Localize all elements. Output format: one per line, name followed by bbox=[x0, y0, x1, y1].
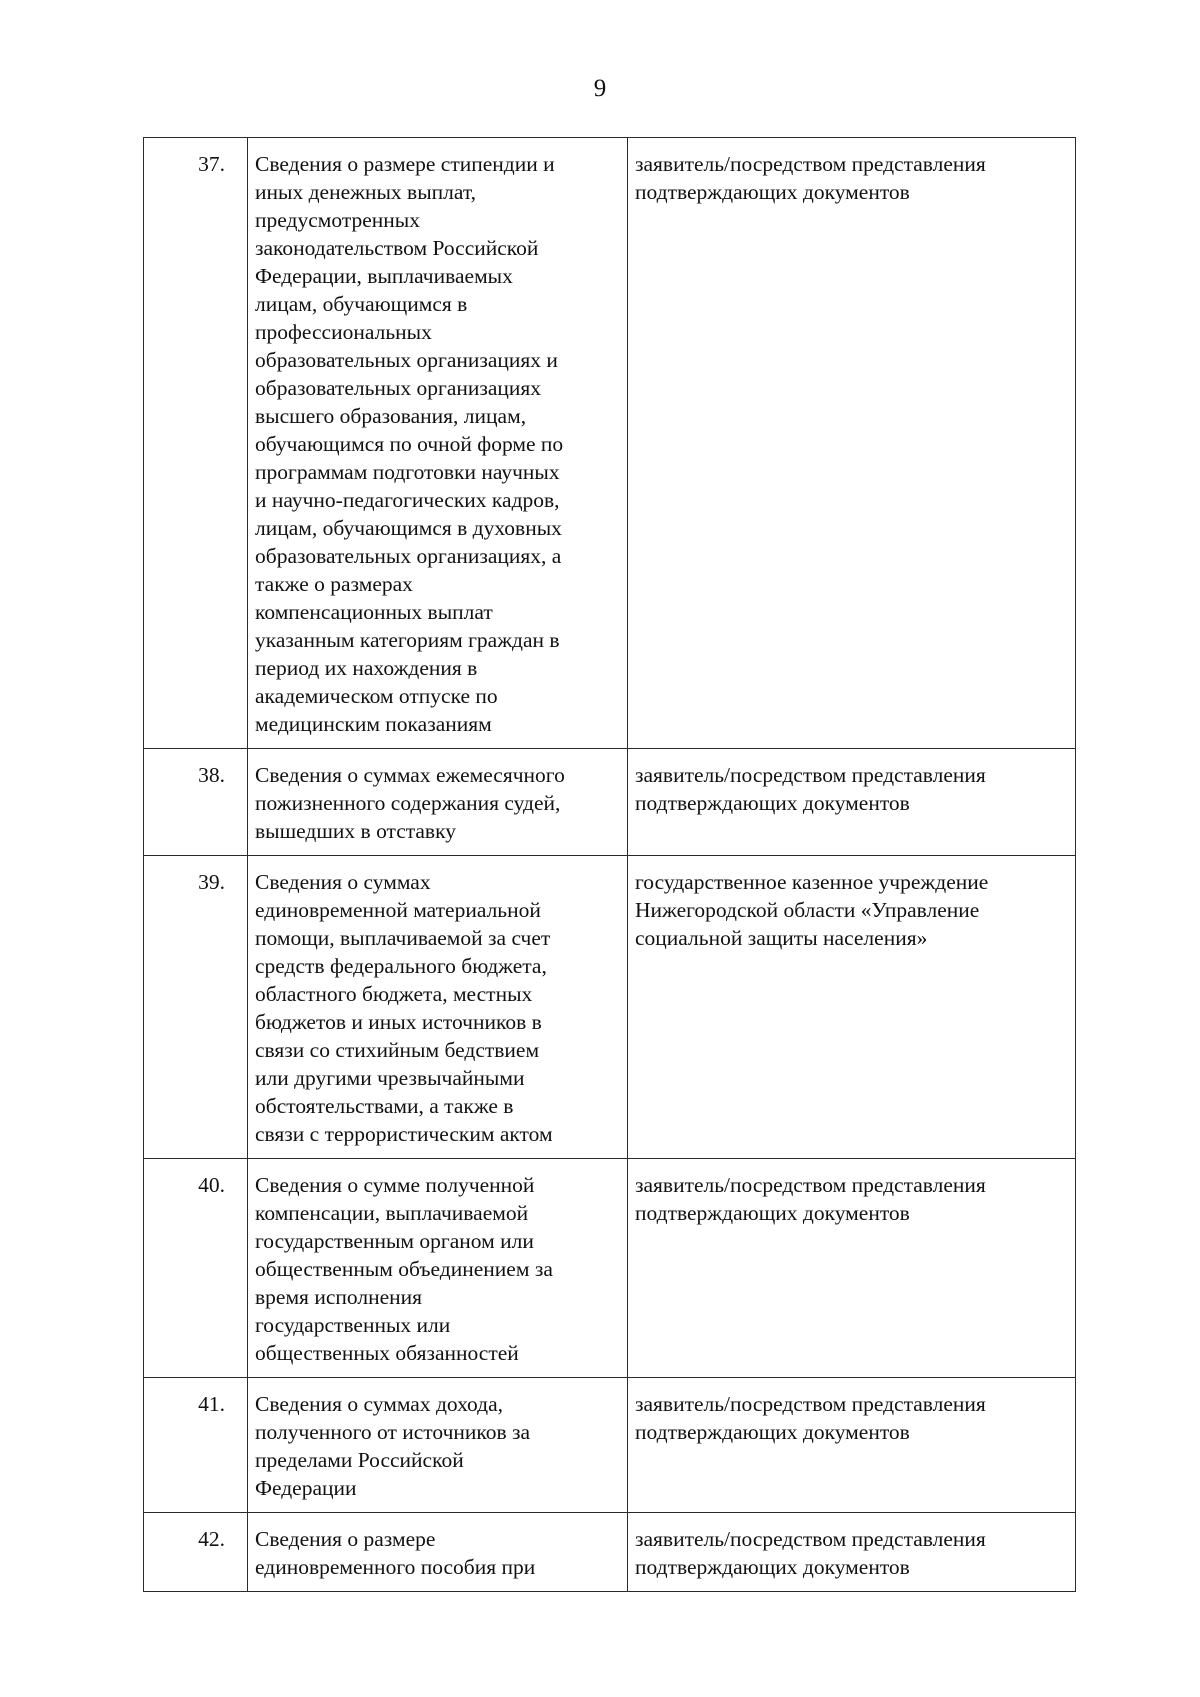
source-line: подтверждающих документов bbox=[635, 1420, 910, 1444]
description-line: время исполнения bbox=[255, 1285, 423, 1309]
table-row bbox=[144, 1159, 1076, 1378]
source-line: заявитель/посредством представления bbox=[635, 1527, 986, 1551]
description-line: профессиональных bbox=[255, 320, 432, 344]
description-line: вышедших в отставку bbox=[255, 819, 456, 843]
source-line: подтверждающих документов bbox=[635, 180, 910, 204]
table-row bbox=[144, 856, 1076, 1159]
description-line: компенсации, выплачиваемой bbox=[255, 1201, 529, 1225]
description-line: период их нахождения в bbox=[255, 656, 478, 680]
source-line: заявитель/посредством представления bbox=[635, 1392, 986, 1416]
source-cell bbox=[628, 1513, 1076, 1592]
description-line: указанным категориям граждан в bbox=[255, 628, 560, 652]
description-line: государственным органом или bbox=[255, 1229, 534, 1253]
description-line: общественных обязанностей bbox=[255, 1341, 519, 1365]
description-line: бюджетов и иных источников в bbox=[255, 1010, 542, 1034]
row-number-cell bbox=[144, 1513, 248, 1592]
source-line: социальной защиты населения» bbox=[635, 926, 928, 950]
description-cell bbox=[248, 1159, 628, 1378]
description-line: Сведения о размере bbox=[255, 1527, 436, 1551]
description-cell bbox=[248, 1378, 628, 1513]
description-line: пределами Российской bbox=[255, 1448, 464, 1472]
description-line: медицинским показаниям bbox=[255, 712, 492, 736]
description-line: Сведения о сумме полученной bbox=[255, 1173, 535, 1197]
row-number-cell bbox=[144, 749, 248, 856]
description-line: и научно-педагогических кадров, bbox=[255, 488, 560, 512]
description-line: связи со стихийным бедствием bbox=[255, 1038, 540, 1062]
description-line: образовательных организациях и bbox=[255, 348, 558, 372]
description-line: полученного от источников за bbox=[255, 1420, 531, 1444]
table-row bbox=[144, 1513, 1076, 1592]
description-line: средств федерального бюджета, bbox=[255, 954, 547, 978]
data-sources-table bbox=[143, 137, 1076, 1592]
row-number: 38. bbox=[198, 763, 225, 787]
description-line: программам подготовки научных bbox=[255, 460, 560, 484]
description-line: Сведения о суммах дохода, bbox=[255, 1392, 504, 1416]
description-line: единовременной материальной bbox=[255, 898, 541, 922]
description-line: государственных или bbox=[255, 1313, 451, 1337]
page-number: 9 bbox=[593, 75, 607, 102]
table-row bbox=[144, 749, 1076, 856]
description-cell bbox=[248, 749, 628, 856]
source-cell bbox=[628, 1378, 1076, 1513]
source-line: подтверждающих документов bbox=[635, 1555, 910, 1579]
row-number: 37. bbox=[198, 152, 225, 176]
description-line: иных денежных выплат, bbox=[255, 180, 477, 204]
description-line: пожизненного содержания судей, bbox=[255, 791, 561, 815]
description-line: законодательством Российской bbox=[255, 236, 539, 260]
description-cell bbox=[248, 1513, 628, 1592]
source-cell bbox=[628, 749, 1076, 856]
source-line: Нижегородской области «Управление bbox=[635, 898, 980, 922]
source-cell bbox=[628, 1159, 1076, 1378]
row-number: 42. bbox=[198, 1527, 225, 1551]
description-line: общественным объединением за bbox=[255, 1257, 553, 1281]
description-line: обучающимся по очной форме по bbox=[255, 432, 564, 456]
description-line: обстоятельствами, а также в bbox=[255, 1094, 514, 1118]
source-line: заявитель/посредством представления bbox=[635, 1173, 986, 1197]
source-line: государственное казенное учреждение bbox=[635, 870, 989, 894]
source-line: подтверждающих документов bbox=[635, 791, 910, 815]
description-line: помощи, выплачиваемой за счет bbox=[255, 926, 551, 950]
description-line: образовательных организациях bbox=[255, 376, 542, 400]
description-line: высшего образования, лицам, bbox=[255, 404, 527, 428]
source-line: заявитель/посредством представления bbox=[635, 152, 986, 176]
description-line: лицам, обучающимся в духовных bbox=[255, 516, 562, 540]
row-number: 40. bbox=[198, 1173, 225, 1197]
source-line: подтверждающих документов bbox=[635, 1201, 910, 1225]
description-line: областного бюджета, местных bbox=[255, 982, 533, 1006]
row-number: 39. bbox=[198, 870, 225, 894]
source-cell bbox=[628, 856, 1076, 1159]
table-row bbox=[144, 1378, 1076, 1513]
description-line: связи с террористическим актом bbox=[255, 1122, 553, 1146]
source-line: заявитель/посредством представления bbox=[635, 763, 986, 787]
description-line: лицам, обучающимся в bbox=[255, 292, 468, 316]
row-number-cell bbox=[144, 1159, 248, 1378]
description-line: Сведения о суммах ежемесячного bbox=[255, 763, 565, 787]
description-line: также о размерах bbox=[255, 572, 413, 596]
description-cell bbox=[248, 856, 628, 1159]
row-number: 41. bbox=[198, 1392, 225, 1416]
description-cell bbox=[248, 138, 628, 749]
table-row bbox=[144, 138, 1076, 749]
description-line: единовременного пособия при bbox=[255, 1555, 536, 1579]
description-line: Федерации bbox=[255, 1476, 357, 1500]
row-number-cell bbox=[144, 138, 248, 749]
description-line: образовательных организациях, а bbox=[255, 544, 562, 568]
description-line: компенсационных выплат bbox=[255, 600, 493, 624]
description-line: предусмотренных bbox=[255, 208, 420, 232]
row-number-cell bbox=[144, 856, 248, 1159]
description-line: или другими чрезвычайными bbox=[255, 1066, 525, 1090]
row-number-cell bbox=[144, 1378, 248, 1513]
source-cell bbox=[628, 138, 1076, 749]
description-line: Федерации, выплачиваемых bbox=[255, 264, 513, 288]
description-line: Сведения о суммах bbox=[255, 870, 431, 894]
table-body bbox=[144, 138, 1076, 1592]
description-line: Сведения о размере стипендии и bbox=[255, 152, 555, 176]
description-line: академическом отпуске по bbox=[255, 684, 498, 708]
